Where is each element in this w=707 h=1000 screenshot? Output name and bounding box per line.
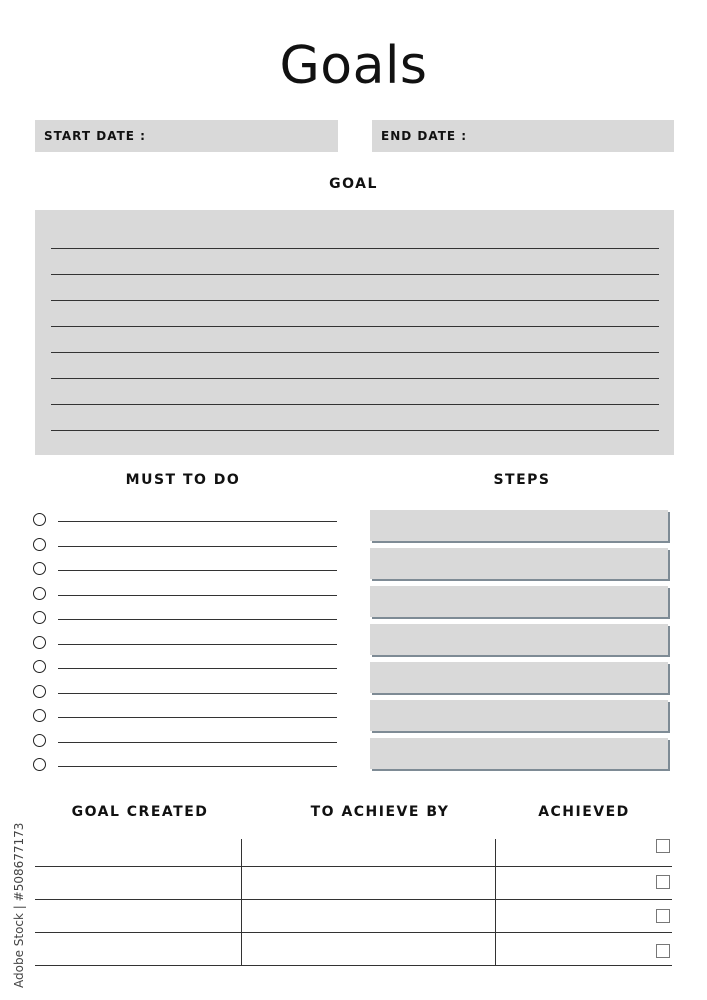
todo-item[interactable] — [33, 538, 337, 552]
page-title: Goals — [279, 36, 428, 96]
goal-line — [51, 274, 659, 275]
todo-item[interactable] — [33, 611, 337, 625]
end-date-label: END DATE : — [381, 129, 468, 143]
goal-line — [51, 378, 659, 379]
step-box[interactable] — [370, 624, 668, 655]
goal-line — [51, 430, 659, 431]
todo-item[interactable] — [33, 660, 337, 674]
table-row-line — [35, 866, 672, 867]
goal-writing-area[interactable] — [35, 210, 674, 455]
todo-line — [58, 570, 337, 571]
todo-line — [58, 742, 337, 743]
table-row-line — [35, 932, 672, 933]
todo-item[interactable] — [33, 513, 337, 527]
goal-line — [51, 404, 659, 405]
watermark-text: Adobe Stock | #508677173 — [12, 822, 26, 988]
end-date-field[interactable] — [372, 120, 674, 152]
step-box[interactable] — [370, 586, 668, 617]
to-achieve-by-header: TO ACHIEVE BY — [310, 804, 450, 820]
circle-checkbox-icon[interactable] — [33, 685, 46, 698]
todo-item[interactable] — [33, 734, 337, 748]
goal-line — [51, 248, 659, 249]
start-date-field[interactable] — [35, 120, 338, 152]
todo-line — [58, 546, 337, 547]
step-box[interactable] — [370, 700, 668, 731]
circle-checkbox-icon[interactable] — [33, 587, 46, 600]
table-row-line — [35, 899, 672, 900]
table-row-line — [35, 965, 672, 966]
todo-line — [58, 644, 337, 645]
todo-item[interactable] — [33, 562, 337, 576]
goal-created-header: GOAL CREATED — [71, 804, 209, 820]
circle-checkbox-icon[interactable] — [33, 538, 46, 551]
goal-line — [51, 326, 659, 327]
step-box[interactable] — [370, 662, 668, 693]
circle-checkbox-icon[interactable] — [33, 562, 46, 575]
todo-item[interactable] — [33, 587, 337, 601]
todo-line — [58, 668, 337, 669]
step-box[interactable] — [370, 548, 668, 579]
circle-checkbox-icon[interactable] — [33, 709, 46, 722]
circle-checkbox-icon[interactable] — [33, 660, 46, 673]
todo-line — [58, 693, 337, 694]
achieved-checkbox[interactable] — [656, 839, 670, 853]
circle-checkbox-icon[interactable] — [33, 734, 46, 747]
circle-checkbox-icon[interactable] — [33, 758, 46, 771]
todo-line — [58, 766, 337, 767]
table-column-divider — [241, 839, 242, 966]
step-box[interactable] — [370, 738, 668, 769]
goal-heading: GOAL — [329, 176, 378, 192]
todo-item[interactable] — [33, 636, 337, 650]
todo-line — [58, 595, 337, 596]
todo-line — [58, 717, 337, 718]
achieved-checkbox[interactable] — [656, 909, 670, 923]
must-to-do-heading: MUST TO DO — [125, 472, 241, 488]
goal-line — [51, 300, 659, 301]
stock-watermark — [10, 760, 30, 990]
todo-line — [58, 521, 337, 522]
table-column-divider — [495, 839, 496, 966]
circle-checkbox-icon[interactable] — [33, 611, 46, 624]
step-box[interactable] — [370, 510, 668, 541]
todo-item[interactable] — [33, 709, 337, 723]
circle-checkbox-icon[interactable] — [33, 636, 46, 649]
todo-item[interactable] — [33, 758, 337, 772]
start-date-label: START DATE : — [44, 129, 146, 143]
achieved-checkbox[interactable] — [656, 875, 670, 889]
achieved-header: ACHIEVED — [538, 804, 630, 820]
steps-heading: STEPS — [493, 472, 551, 488]
todo-item[interactable] — [33, 685, 337, 699]
circle-checkbox-icon[interactable] — [33, 513, 46, 526]
todo-line — [58, 619, 337, 620]
achieved-checkbox[interactable] — [656, 944, 670, 958]
goal-line — [51, 352, 659, 353]
